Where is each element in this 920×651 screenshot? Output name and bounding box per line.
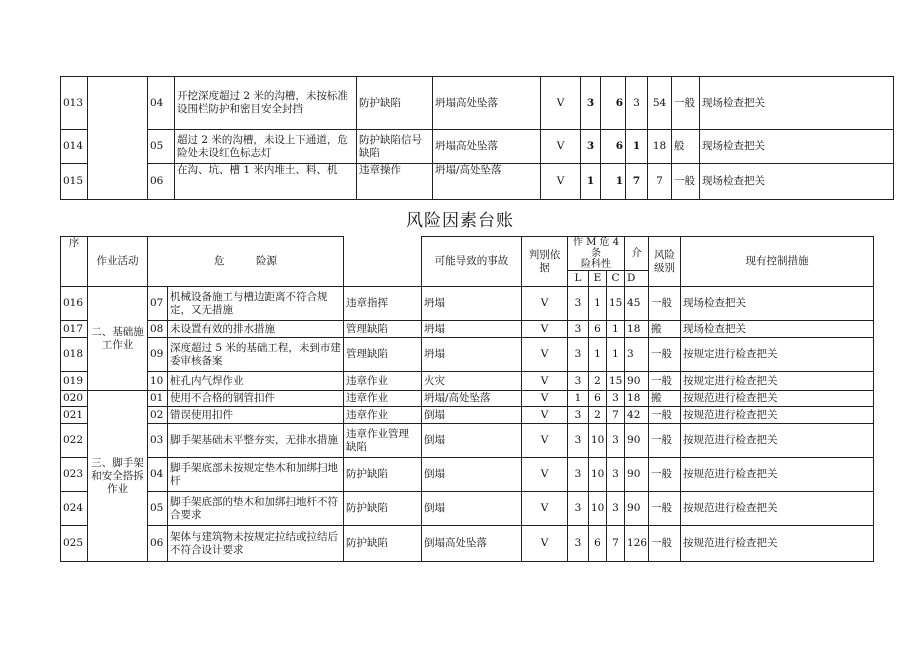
header-d: D <box>625 271 649 287</box>
activity-group-foundation: 二、基础施工作业 <box>88 287 148 391</box>
measure-cell: 按规范进行检查把关 <box>681 424 874 458</box>
header-hazard: 危 险源 <box>148 237 344 287</box>
e-cell: 2 <box>589 407 607 424</box>
row-no: 03 <box>148 424 168 458</box>
table-row <box>61 458 874 492</box>
e-cell: 1 <box>589 338 607 372</box>
l-cell: 3 <box>568 372 589 391</box>
hazard-cell: 在沟、坑、槽 1 米内堆土、料、机 <box>175 164 357 200</box>
header-c: C <box>607 271 625 287</box>
measure-cell: 按规范进行检查把关 <box>681 526 874 562</box>
table-row <box>61 424 874 458</box>
level-cell: 一般 <box>649 338 681 372</box>
cause-cell: 违章作业 <box>344 372 422 391</box>
l-cell: 3 <box>568 287 589 321</box>
judge-cell: V <box>522 407 568 424</box>
d-cell: 90 <box>625 372 649 391</box>
table-row <box>61 391 874 407</box>
judge-cell: V <box>522 458 568 492</box>
l-cell: 3 <box>581 130 601 164</box>
c-cell: 7 <box>607 526 625 562</box>
row-id: 025 <box>61 526 88 562</box>
hazard-cell: 深度超过 5 米的基础工程，未到市建委审核备案 <box>168 338 344 372</box>
row-id: 014 <box>61 130 88 164</box>
row-id: 013 <box>61 77 88 130</box>
accident-cell: 坍塌高处坠落 <box>433 130 541 164</box>
row-id: 019 <box>61 372 88 391</box>
accident-cell: 倒塌 <box>422 424 522 458</box>
cause-cell: 违章操作 <box>357 164 433 200</box>
table-row <box>61 407 874 424</box>
hazard-cell: 桩孔内气焊作业 <box>168 372 344 391</box>
row-no: 04 <box>148 458 168 492</box>
cause-cell: 管理缺陷 <box>344 338 422 372</box>
header-accident: 可能导致的事故 <box>422 237 522 287</box>
judge-cell: V <box>522 424 568 458</box>
judge-cell: V <box>541 130 581 164</box>
table-row <box>61 164 894 200</box>
c-cell: 7 <box>626 164 648 200</box>
header-activity: 作业活动 <box>88 237 148 287</box>
measure-cell: 现场检查把关 <box>700 77 894 130</box>
c-cell: 1 <box>626 130 648 164</box>
row-no: 07 <box>148 287 168 321</box>
measure-cell: 按规范进行检查把关 <box>681 492 874 526</box>
e-cell: 6 <box>601 130 626 164</box>
row-no: 05 <box>148 492 168 526</box>
measure-cell: 现场检查把关 <box>700 130 894 164</box>
hazard-cell: 脚手架底部的垫木和加绑扫地杆不符合要求 <box>168 492 344 526</box>
table-row <box>61 321 874 338</box>
level-cell: 一般 <box>649 424 681 458</box>
accident-cell: 倒塌 <box>422 407 522 424</box>
d-cell: 3 <box>625 338 649 372</box>
hazard-cell: 机械设备施工与槽边距离不符合规定，又无措施 <box>168 287 344 321</box>
activity-group-scaffold: 三、脚手架和安全搭拆作业 <box>88 391 148 562</box>
hazard-cell: 开挖深度超过 2 米的沟槽，未按标准设围栏防护和密目安全封挡 <box>175 77 357 130</box>
header-judge: 判别依据 <box>522 237 568 287</box>
judge-cell: V <box>522 372 568 391</box>
hazard-cell: 未设置有效的排水措施 <box>168 321 344 338</box>
hazard-cell: 超过 2 米的沟槽，未设上下通道，危险处未设红色标志灯 <box>175 130 357 164</box>
row-no: 08 <box>148 321 168 338</box>
measure-cell: 现场检查把关 <box>681 321 874 338</box>
risk-table <box>60 236 874 562</box>
l-cell: 3 <box>568 458 589 492</box>
judge-cell: V <box>522 321 568 338</box>
d-cell: 18 <box>625 321 649 338</box>
header-e: E <box>589 271 607 287</box>
table-row <box>61 492 874 526</box>
d-cell: 42 <box>625 407 649 424</box>
accident-cell: 坍塌/高处坠落 <box>433 164 541 200</box>
header-measures: 现有控制措施 <box>681 237 874 287</box>
cause-cell: 违章作业 <box>344 391 422 407</box>
c-cell: 15 <box>607 287 625 321</box>
level-cell: 一般 <box>649 526 681 562</box>
header-blank <box>344 237 422 287</box>
judge-cell: V <box>541 164 581 200</box>
accident-cell: 火灾 <box>422 372 522 391</box>
cause-cell: 防护缺陷 <box>344 492 422 526</box>
table-row <box>61 77 894 130</box>
row-id: 023 <box>61 458 88 492</box>
row-id: 024 <box>61 492 88 526</box>
cause-cell: 违章作业管理缺陷 <box>344 424 422 458</box>
hazard-cell: 架体与建筑物未按规定拉结或拉结后不符合设计要求 <box>168 526 344 562</box>
row-id: 021 <box>61 407 88 424</box>
e-cell: 6 <box>601 77 626 130</box>
accident-cell: 坍塌 <box>422 338 522 372</box>
e-cell: 6 <box>589 391 607 407</box>
level-cell: 般 <box>672 130 700 164</box>
l-cell: 3 <box>568 407 589 424</box>
level-cell: 一般 <box>649 492 681 526</box>
row-id: 016 <box>61 287 88 321</box>
row-id: 017 <box>61 321 88 338</box>
accident-cell: 坍塌 <box>422 321 522 338</box>
level-cell: 一般 <box>649 407 681 424</box>
c-cell: 3 <box>607 458 625 492</box>
hazard-cell: 错误使用扣件 <box>168 407 344 424</box>
l-cell: 3 <box>568 526 589 562</box>
row-no: 09 <box>148 338 168 372</box>
c-cell: 7 <box>607 407 625 424</box>
hazard-cell: 使用不合格的钢管扣件 <box>168 391 344 407</box>
header-lec-top2: 险科性 <box>581 259 611 270</box>
cause-cell: 违章指挥 <box>344 287 422 321</box>
d-cell: 18 <box>625 391 649 407</box>
page-title: 风险因素台账 <box>406 211 514 231</box>
cause-cell: 管理缺陷 <box>344 321 422 338</box>
c-cell: 1 <box>607 338 625 372</box>
d-cell: 7 <box>648 164 672 200</box>
d-cell: 90 <box>625 424 649 458</box>
d-cell: 90 <box>625 492 649 526</box>
l-cell: 3 <box>581 77 601 130</box>
hazard-cell: 脚手架基础未平整夯实，无排水措施 <box>168 424 344 458</box>
table-row <box>61 130 894 164</box>
table-row <box>61 372 874 391</box>
header-jie: 介 <box>625 237 649 271</box>
accident-cell: 坍塌高处坠落 <box>433 77 541 130</box>
c-cell: 3 <box>626 77 648 130</box>
measure-cell: 按规范进行检查把关 <box>681 407 874 424</box>
d-cell: 18 <box>648 130 672 164</box>
measure-cell: 按规定进行检查把关 <box>681 372 874 391</box>
header-lec-top: 作 M 危 4 条 <box>572 237 620 259</box>
d-cell: 90 <box>625 458 649 492</box>
c-cell: 3 <box>607 492 625 526</box>
table-row <box>61 338 874 372</box>
judge-cell: V <box>522 492 568 526</box>
row-id: 022 <box>61 424 88 458</box>
cause-cell: 违章作业 <box>344 407 422 424</box>
header-row <box>61 237 874 271</box>
judge-cell: V <box>541 77 581 130</box>
e-cell: 1 <box>589 287 607 321</box>
table-row <box>61 526 874 562</box>
header-level: 风险级别 <box>649 237 681 287</box>
judge-cell: V <box>522 287 568 321</box>
accident-cell: 倒塌 <box>422 492 522 526</box>
judge-cell: V <box>522 526 568 562</box>
measure-cell: 按规范进行检查把关 <box>681 458 874 492</box>
cause-cell: 防护缺陷 <box>344 458 422 492</box>
header-seq: 序 <box>61 237 88 287</box>
level-cell: 一般 <box>672 77 700 130</box>
measure-cell: 现场检查把关 <box>681 287 874 321</box>
e-cell: 6 <box>589 526 607 562</box>
accident-cell: 倒塌 <box>422 458 522 492</box>
level-cell: 搬 <box>649 391 681 407</box>
e-cell: 1 <box>601 164 626 200</box>
judge-cell: V <box>522 391 568 407</box>
e-cell: 2 <box>589 372 607 391</box>
row-no: 01 <box>148 391 168 407</box>
row-no: 04 <box>148 77 175 130</box>
level-cell: 一般 <box>649 458 681 492</box>
l-cell: 3 <box>568 321 589 338</box>
accident-cell: 坍塌 <box>422 287 522 321</box>
c-cell: 3 <box>607 424 625 458</box>
e-cell: 6 <box>589 321 607 338</box>
row-id: 015 <box>61 164 88 200</box>
level-cell: 一般 <box>672 164 700 200</box>
risk-table-top <box>60 76 894 200</box>
d-cell: 45 <box>625 287 649 321</box>
cause-cell: 防护缺陷 <box>344 526 422 562</box>
header-l: L <box>568 271 589 287</box>
level-cell: 一般 <box>649 287 681 321</box>
l-cell: 1 <box>568 391 589 407</box>
accident-cell: 倒塌高处坠落 <box>422 526 522 562</box>
row-no: 05 <box>148 130 175 164</box>
level-cell: 一般 <box>649 372 681 391</box>
table-row <box>61 287 874 321</box>
l-cell: 3 <box>568 424 589 458</box>
d-cell: 126 <box>625 526 649 562</box>
measure-cell: 按规范进行检查把关 <box>681 391 874 407</box>
l-cell: 1 <box>581 164 601 200</box>
c-cell: 1 <box>607 321 625 338</box>
c-cell: 15 <box>607 372 625 391</box>
row-no: 06 <box>148 164 175 200</box>
e-cell: 10 <box>589 458 607 492</box>
cause-cell: 防护缺陷信号缺陷 <box>357 130 433 164</box>
row-no: 06 <box>148 526 168 562</box>
row-id: 020 <box>61 391 88 407</box>
row-no: 10 <box>148 372 168 391</box>
measure-cell: 现场检查把关 <box>700 164 894 200</box>
e-cell: 10 <box>589 492 607 526</box>
c-cell: 3 <box>607 391 625 407</box>
activity-cell <box>88 77 148 200</box>
d-cell: 54 <box>648 77 672 130</box>
l-cell: 3 <box>568 492 589 526</box>
judge-cell: V <box>522 338 568 372</box>
l-cell: 3 <box>568 338 589 372</box>
cause-cell: 防护缺陷 <box>357 77 433 130</box>
row-id: 018 <box>61 338 88 372</box>
row-no: 02 <box>148 407 168 424</box>
e-cell: 10 <box>589 424 607 458</box>
hazard-cell: 脚手架底部未按规定垫木和加绑扫地杆 <box>168 458 344 492</box>
accident-cell: 坍塌/高处坠落 <box>422 391 522 407</box>
header-lec <box>568 237 625 271</box>
level-cell: 搬 <box>649 321 681 338</box>
measure-cell: 按规定进行检查把关 <box>681 338 874 372</box>
